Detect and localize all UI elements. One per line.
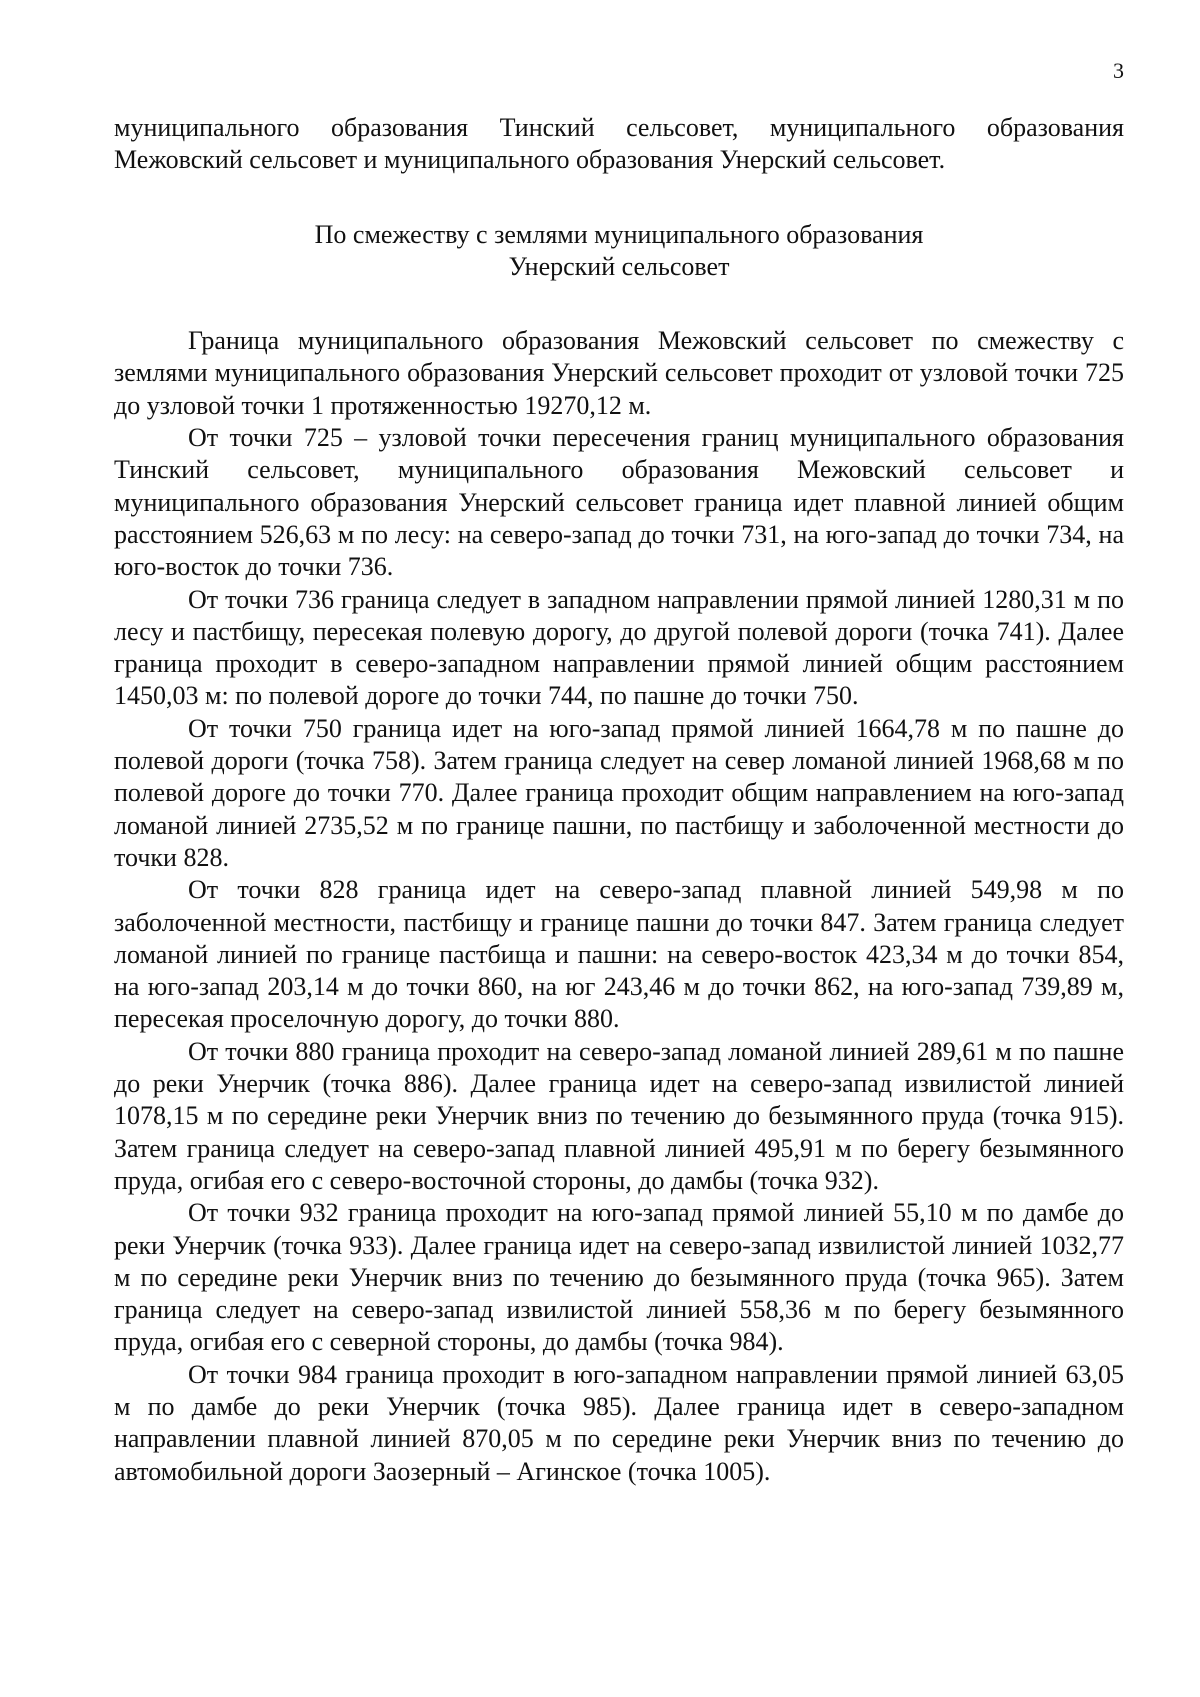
paragraph: От точки 828 граница идет на северо-запад плавной линией 549,98 м по заболоченной местности, пастбищу и границе пашни до точки 847. Затем граница следует ломаной линией по границе пастбища и пашни: на северо-восток 423,34 м до точки 854, на юго-запад 203,14 м до точки 860, на юг 243,46 м до точки 862, на юго-запад 739,89 м, пересекая проселочную дорогу, до точки 880. xyxy=(114,875,1124,1034)
intro-paragraph: муниципального образования Тинский сельсовет, муниципального образования Межовский сельсовет и муниципального образования Унерский сельсовет. xyxy=(114,113,1124,175)
paragraph: От точки 736 граница следует в западном направлении прямой линией 1280,31 м по лесу и пастбищу, пересекая полевую дорогу, до другой полевой дороги (точка 741). Далее граница проходит в северо-западном направлении прямой линией общим расстоянием 1450,03 м: по полевой дороге до точки 744, по пашне до точки 750. xyxy=(114,584,1124,711)
paragraph: От точки 880 граница проходит на северо-запад ломаной линией 289,61 м по пашне до реки Унерчик (точка 886). Далее граница идет на северо-запад извилистой линией 1078,15 м по середине реки Унерчик вниз по течению до безымянного пруда (точка 915). Затем граница следует на северо-запад плавной линией 495,91 м по берегу безымянного пруда, огибая его с северо-восточной стороны, до дамбы (точка 932). xyxy=(114,1036,1124,1195)
section-heading xyxy=(114,219,1124,284)
section-heading-line-1: По смежеству с землями муниципального образования xyxy=(314,219,924,249)
paragraph: От точки 984 граница проходит в юго-западном направлении прямой линией 63,05 м по дамбе до реки Унерчик (точка 985). Далее граница идет в северо-западном направлении плавной линией 870,05 м по середине реки Унерчик вниз по течению до автомобильной дороги Заозерный – Агинское (точка 1005). xyxy=(114,1359,1124,1486)
paragraph: От точки 750 граница идет на юго-запад прямой линией 1664,78 м по пашне до полевой дороги (точка 758). Затем граница следует на север ломаной линией 1968,68 м по полевой дороге до точки 770. Далее граница проходит общим направлением на юго-запад ломаной линией 2735,52 м по границе пашни, по пастбищу и заболоченной местности до точки 828. xyxy=(114,713,1124,872)
paragraph: От точки 725 – узловой точки пересечения границ муниципального образования Тинский сельсовет, муниципального образования Межовский сельсовет и муниципального образования Унерский сельсовет граница идет плавной линией общим расстоянием 526,63 м по лесу: на северо-запад до точки 731, на юго-запад до точки 734, на юго-восток до точки 736. xyxy=(114,423,1124,582)
paragraph: От точки 932 граница проходит на юго-запад прямой линией 55,10 м по дамбе до реки Унерчик (точка 933). Далее граница идет на северо-запад извилистой линией 1032,77 м по середине реки Унерчик вниз по течению до безымянного пруда (точка 965). Затем граница следует на северо-запад извилистой линией 558,36 м по берегу безымянного пруда, огибая его с северной стороны, до дамбы (точка 984). xyxy=(114,1198,1124,1357)
section-heading-line-2: Унерский сельсовет xyxy=(508,251,730,281)
page-number: 3 xyxy=(1113,58,1124,83)
document-body xyxy=(114,112,1124,1488)
paragraph: Граница муниципального образования Межовский сельсовет по смежеству с землями муниципального образования Унерский сельсовет проходит от узловой точки 725 до узловой точки 1 протяженностью 19270,12 м. xyxy=(114,326,1124,420)
